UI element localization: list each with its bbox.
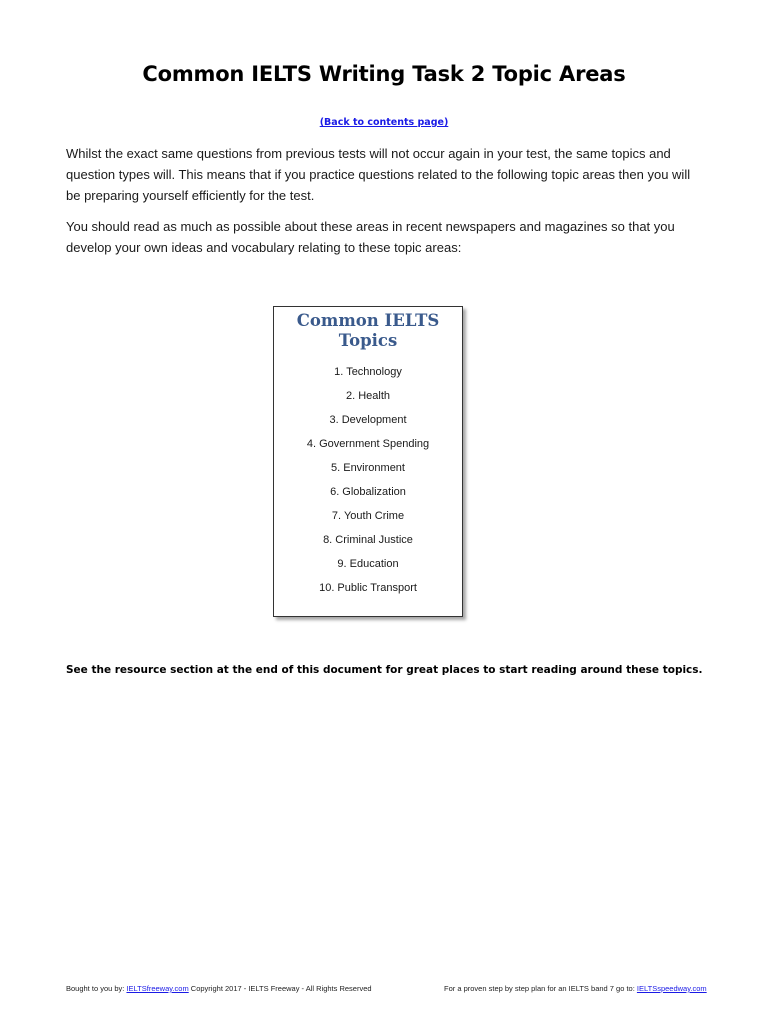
list-item: 7. Youth Crime [331, 510, 405, 522]
footer-copyright: Copyright 2017 - IELTS Freeway - All Rights Reserved [188, 984, 372, 993]
list-item: 3. Development [329, 414, 407, 426]
list-item: 4. Government Spending [306, 438, 430, 450]
footer-left [66, 984, 372, 993]
list-item: 2. Health [345, 390, 391, 402]
ieltsspeedway-link[interactable]: IELTSspeedway.com [636, 984, 707, 993]
footer-right-prefix: For a proven step by step plan for an IELTS band 7 go to: [444, 984, 637, 993]
list-item: 6. Globalization [330, 486, 406, 498]
footer-right [444, 984, 707, 993]
back-link-container [0, 117, 768, 128]
footer-left-prefix: Bought to you by: [66, 984, 127, 993]
list-item: 8. Criminal Justice [323, 534, 413, 546]
topics-box-title: Common IELTS Topics [296, 311, 440, 350]
topics-box [273, 306, 463, 617]
resource-footnote: See the resource section at the end of this document for great places to start reading around these topics. [66, 664, 703, 676]
list-item: 9. Education [337, 558, 399, 570]
list-item: 1. Technology [334, 366, 402, 378]
list-item: 5. Environment [331, 462, 405, 474]
page-title: Common IELTS Writing Task 2 Topic Areas [142, 62, 626, 86]
topics-list [274, 360, 462, 600]
list-item: 10. Public Transport [319, 582, 417, 594]
back-to-contents-link[interactable]: (Back to contents page) [319, 117, 449, 128]
ieltsfreeway-link[interactable]: IELTSfreeway.com [126, 984, 189, 993]
intro-paragraph: Whilst the exact same questions from previous tests will not occur again in your test, the same topics and question types will. This means that if you practice questions related to the following topic areas then you will be preparing yourself efficiently for the test. [66, 146, 691, 203]
reading-advice-paragraph: You should read as much as possible about these areas in recent newspapers and magazines so that you develop your own ideas and vocabulary relating to these topic areas: [66, 219, 675, 255]
